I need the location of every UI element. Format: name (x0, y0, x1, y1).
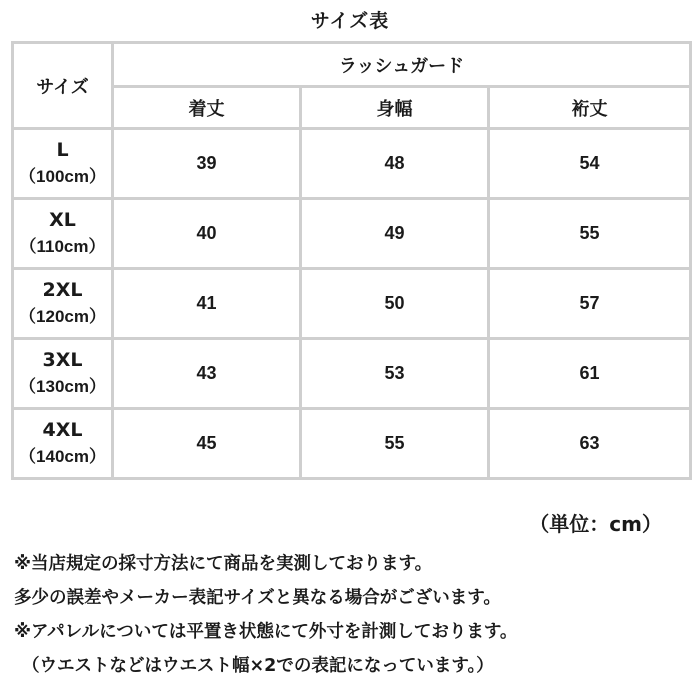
value-length: 39 (113, 129, 301, 199)
value-width: 53 (301, 339, 489, 409)
note-line: 多少の誤差やメーカー表記サイズと異なる場合がございます。 (14, 588, 501, 608)
size-code: 2XL (42, 278, 83, 301)
value-width: 48 (301, 129, 489, 199)
value-length: 40 (113, 199, 301, 269)
value-sleeve: 55 (489, 199, 691, 269)
size-cell (13, 339, 113, 409)
page-title: サイズ表 (310, 10, 390, 32)
note-line: （ウエストなどはウエスト幅×2での表記になっています。） (22, 656, 494, 676)
value-width: 55 (301, 409, 489, 479)
note-line: ※当店規定の採寸方法にて商品を実測しております。 (14, 554, 433, 574)
table-row (13, 199, 691, 269)
value-length: 41 (113, 269, 301, 339)
size-height: （140cm） (19, 446, 106, 466)
size-code: 3XL (42, 348, 83, 371)
garment-group-header: ラッシュガード (113, 43, 691, 87)
size-code: XL (49, 208, 76, 231)
value-sleeve: 63 (489, 409, 691, 479)
size-column-header: サイズ (13, 43, 113, 129)
size-code: L (56, 138, 69, 161)
table-row (13, 409, 691, 479)
size-height: （120cm） (19, 306, 106, 326)
size-code: 4XL (42, 418, 83, 441)
unit-label: （単位：cm） (529, 512, 662, 536)
size-cell (13, 129, 113, 199)
value-sleeve: 57 (489, 269, 691, 339)
table-row (13, 339, 691, 409)
size-height: （110cm） (19, 236, 106, 256)
table-row (13, 269, 691, 339)
value-width: 50 (301, 269, 489, 339)
size-height: （130cm） (19, 376, 106, 396)
size-cell (13, 199, 113, 269)
size-cell (13, 409, 113, 479)
value-sleeve: 61 (489, 339, 691, 409)
value-length: 45 (113, 409, 301, 479)
header-row-group (13, 43, 691, 87)
column-header-width: 身幅 (301, 87, 489, 129)
size-table (11, 41, 692, 480)
value-width: 49 (301, 199, 489, 269)
size-height: （100cm） (19, 166, 106, 186)
column-header-sleeve: 裄丈 (489, 87, 691, 129)
size-cell (13, 269, 113, 339)
value-sleeve: 54 (489, 129, 691, 199)
note-line: ※アパレルについては平置き状態にて外寸を計測しております。 (14, 622, 518, 642)
value-length: 43 (113, 339, 301, 409)
notes-block (14, 547, 694, 683)
table-row (13, 129, 691, 199)
column-header-length: 着丈 (113, 87, 301, 129)
header-row-measurements (13, 87, 691, 129)
